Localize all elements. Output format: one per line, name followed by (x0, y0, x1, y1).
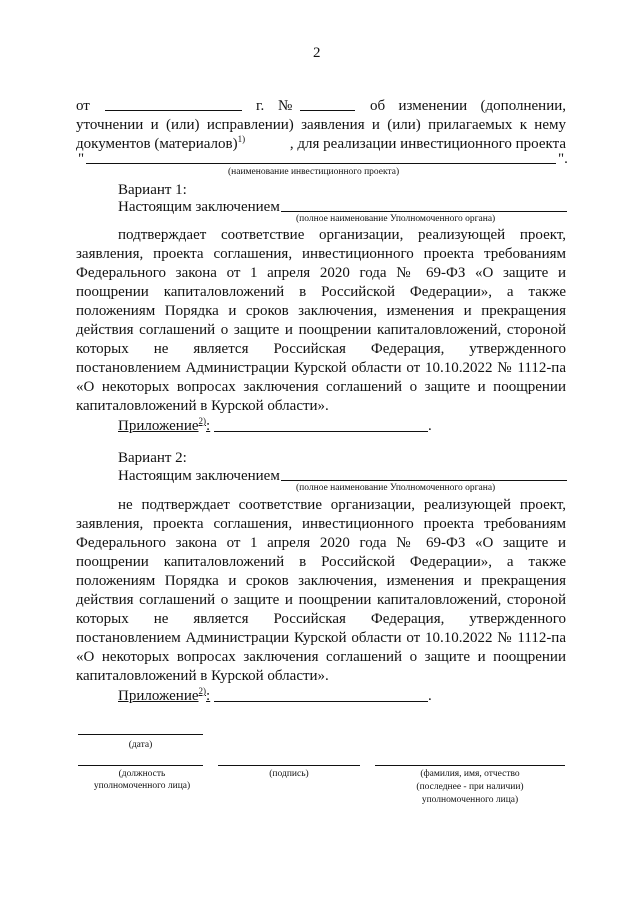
variant1-line: заявления, проекта соглашения, инвестиционного проекта требованиям (76, 246, 566, 262)
position-line (78, 765, 203, 766)
header-number-sign: № (278, 98, 293, 114)
date-line (105, 110, 242, 111)
footnote-2: 2) (198, 686, 207, 696)
project-caption: (наименование инвестиционного проекта) (228, 167, 400, 177)
variant1-line: подтверждает соответствие организации, реализующей проект, (118, 227, 566, 243)
variant2-line: постановлением Администрации Курской области от 10.10.2022 № 1112-па (76, 630, 566, 646)
header-ot: от (76, 98, 90, 114)
variant1-line: постановлением Администрации Курской области от 10.10.2022 № 1112-па (76, 360, 566, 376)
variant1-last-line: капиталовложений в Курской области». (76, 398, 329, 414)
variant2-attachment (118, 687, 210, 706)
date-caption: (дата) (128, 740, 153, 750)
variant1-attachment-colon: : (206, 418, 211, 434)
header-line3-part2: , для реализации инвестиционного проекта (289, 136, 566, 152)
signature-caption: (подпись) (269, 769, 309, 779)
position-caption-1: (должность (118, 769, 166, 779)
variant1-title: Вариант 1: (118, 182, 187, 198)
variant2-authority-line (281, 480, 567, 481)
variant1-line: Федерального закона от 1 апреля 2020 года № 69-ФЗ «О защите и (76, 265, 566, 281)
header-line3 (76, 135, 566, 154)
variant2-lead: Настоящим заключением (118, 468, 280, 484)
variant2-attachment-label: Приложение (118, 688, 199, 704)
position-caption-2: уполномоченного лица) (93, 781, 191, 791)
variant1-line: действия соглашений о защите и поощрении капиталовложений, стороной (76, 322, 566, 338)
variant2-line: Федерального закона от 1 апреля 2020 года № 69-ФЗ «О защите и (76, 535, 566, 551)
variant2-title: Вариант 2: (118, 450, 187, 466)
header-line2: уточнении и (или) исправлении) заявления и (или) прилагаемых к нему (76, 117, 566, 133)
variant2-line: положениям Порядка и сроков заключения, изменения и прекращения (76, 573, 566, 589)
variant1-line: «О некоторых вопросах заключения соглашений о защите и поощрении (76, 379, 566, 395)
variant1-attachment-line (214, 431, 428, 432)
variant2-caption: (полное наименование Уполномоченного органа) (296, 483, 496, 493)
variant2-line: действия соглашений о защите и поощрении капиталовложений, стороной (76, 592, 566, 608)
variant1-lead: Настоящим заключением (118, 199, 280, 215)
variant2-attachment-colon: : (206, 688, 211, 704)
name-caption-2: (последнее - при наличии) (416, 782, 524, 792)
header-line3-part1: документов (материалов) (76, 136, 238, 152)
variant1-line: положениям Порядка и сроков заключения, изменения и прекращения (76, 303, 566, 319)
header-g: г. (256, 98, 265, 114)
name-caption-3: уполномоченного лица) (421, 795, 519, 805)
variant1-attachment (118, 417, 210, 436)
footnote-1: 1) (237, 134, 246, 144)
variant2-attachment-end: . (428, 688, 432, 704)
page-number: 2 (313, 45, 321, 61)
variant2-line: которых не является Российская Федерация, утвержденного (76, 611, 566, 627)
variant1-attachment-label: Приложение (118, 418, 199, 434)
project-name-line (86, 163, 556, 164)
footnote-2: 2) (198, 416, 207, 426)
variant2-line: поощрении капиталовложений в Российской Федерации», а также (76, 554, 566, 570)
full-name-line (375, 765, 565, 766)
variant1-line: поощрении капиталовложений в Российской Федерации», а также (76, 284, 566, 300)
quote-open: " (78, 151, 85, 167)
signature-line (218, 765, 360, 766)
variant2-last-line: капиталовложений в Курской области». (76, 668, 329, 684)
name-caption-1: (фамилия, имя, отчество (420, 769, 520, 779)
variant1-caption: (полное наименование Уполномоченного органа) (296, 214, 496, 224)
number-line (300, 110, 355, 111)
variant1-line: которых не является Российская Федерация, утвержденного (76, 341, 566, 357)
variant2-line: заявления, проекта соглашения, инвестиционного проекта требованиям (76, 516, 566, 532)
header-line1-rest: об изменении (дополнении, (370, 98, 566, 114)
variant1-attachment-end: . (428, 418, 432, 434)
variant1-authority-line (281, 211, 567, 212)
variant2-line: «О некоторых вопросах заключения соглашений о защите и поощрении (76, 649, 566, 665)
variant2-attachment-line (214, 701, 428, 702)
date-signature-line (78, 734, 203, 735)
quote-close: ". (558, 151, 568, 167)
variant2-line: не подтверждает соответствие организации, реализующей проект, (118, 497, 566, 513)
